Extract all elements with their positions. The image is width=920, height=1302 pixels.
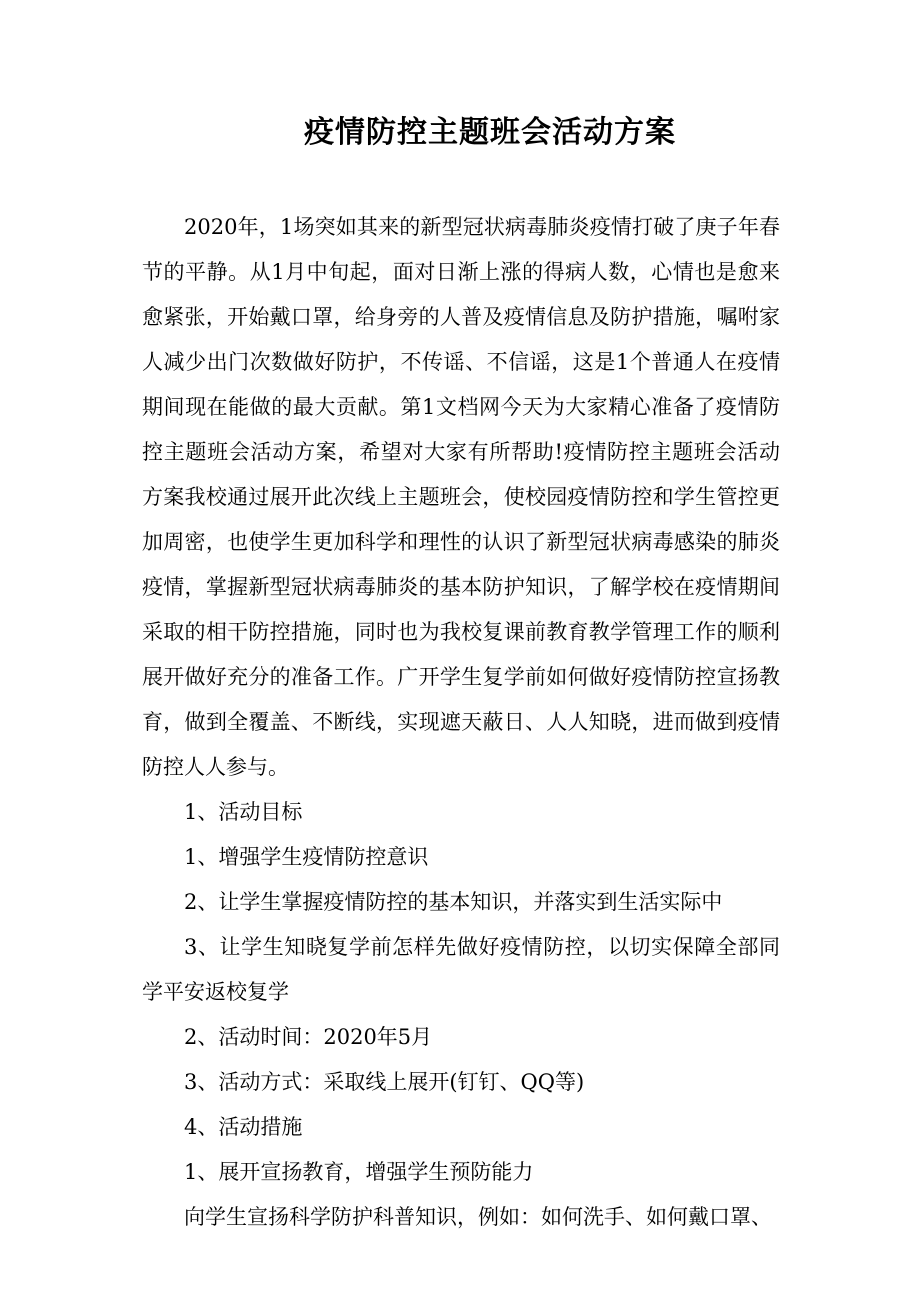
document-body <box>142 205 780 1240</box>
measure-item-1-text: 向学生宣扬科学防护科普知识，例如：如何洗手、如何戴口罩、 <box>184 1205 772 1229</box>
document-title: 疫情防控主题班会活动方案 <box>304 115 676 150</box>
section-activity-time: 2、活动时间：2020年5月 <box>184 1025 433 1049</box>
section-activity-measures: 4、活动措施 <box>184 1115 303 1139</box>
section-activity-goals: 1、活动目标 <box>184 800 303 824</box>
goal-item-1: 1、增强学生疫情防控意识 <box>184 845 429 869</box>
goal-item-3: 3、让学生知晓复学前怎样先做好疫情防控，以切实保障全部同学平安返校复学 <box>142 935 780 1004</box>
section-activity-method: 3、活动方式：采取线上展开(钉钉、QQ等) <box>184 1070 585 1094</box>
intro-paragraph: 2020年，1场突如其来的新型冠状病毒肺炎疫情打破了庚子年春节的平静。从1月中旬起，面对日渐上涨的得病人数，心情也是愈来愈紧张，开始戴口罩，给身旁的人普及疫情信息及防护措施，嘱咐家人减少出门次数做好防护，不传谣、不信谣，这是1个普通人在疫情期间现在能做的最大贡献。第1文档网今天为大家精心准备了疫情防控主题班会活动方案，希望对大家有所帮助!疫情防控主题班会活动方案我校通过展开此次线上主题班会，使校园疫情防控和学生管控更加周密，也使学生更加科学和理性的认识了新型冠状病毒感染的肺炎疫情，掌握新型冠状病毒肺炎的基本防护知识，了解学校在疫情期间采取的相干防控措施，同时也为我校复课前教育教学管理工作的顺利展开做好充分的准备工作。广开学生复学前如何做好疫情防控宣扬教育，做到全覆盖、不断线，实现遮天蔽日、人人知晓，进而做到疫情防控人人参与。 <box>142 215 780 779</box>
goal-item-2: 2、让学生掌握疫情防控的基本知识，并落实到生活实际中 <box>184 890 723 914</box>
measure-item-1: 1、展开宣扬教育，增强学生预防能力 <box>184 1160 534 1184</box>
